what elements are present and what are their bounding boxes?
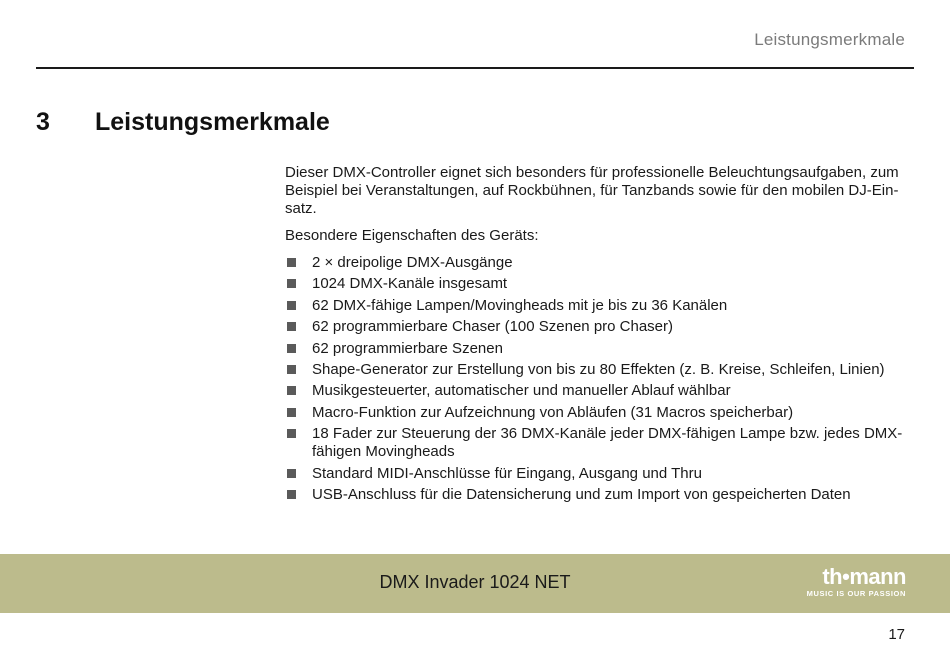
feature-text: 62 programmierbare Szenen: [312, 339, 503, 357]
square-bullet-icon: [287, 386, 296, 395]
feature-text: 2 × dreipolige DMX-Ausgänge: [312, 254, 513, 271]
logo-wordmark: th•mann: [822, 564, 906, 589]
feature-text: USB-Anschluss für die Datensicherung und zum Import von gespeicherten Daten: [312, 485, 851, 503]
square-bullet-icon: [287, 365, 296, 374]
feature-item: [285, 382, 905, 400]
feature-item: [285, 340, 905, 358]
footer-band: [0, 554, 950, 613]
feature-text: 1024 DMX-Kanäle insgesamt: [312, 275, 508, 293]
feature-text: 18 Fader zur Steuerung der 36 DMX-Kanäle jeder DMX-fähigen Lampe bzw. jedes DMX-fähigen Movingheads: [312, 425, 903, 461]
features-heading: Besondere Eigenschaften des Geräts:: [285, 227, 539, 244]
feature-item: [285, 465, 905, 483]
feature-item: [285, 318, 905, 336]
header-divider: [36, 67, 914, 69]
feature-item: [285, 361, 905, 379]
feature-text: Musikgesteuerter, automatischer und manueller Ablauf wählbar: [312, 382, 731, 400]
section-body: [285, 164, 905, 507]
square-bullet-icon: [287, 344, 296, 353]
page-number: 17: [888, 626, 905, 643]
feature-text: Standard MIDI-Anschlüsse für Eingang, Ausgang und Thru: [312, 464, 702, 482]
feature-item: [285, 275, 905, 293]
intro-paragraph: Dieser DMX-Controller eignet sich besonders für professionelle Beleuchtungsaufgaben, zum Beispiel bei Veranstaltungen, auf Rockbühnen, für Tanzbands sowie für den mobilen DJ-Einsatz.: [285, 164, 899, 217]
thomann-logo: [790, 566, 906, 598]
square-bullet-icon: [287, 301, 296, 310]
feature-item: [285, 254, 905, 272]
square-bullet-icon: [287, 469, 296, 478]
feature-item: [285, 486, 905, 504]
square-bullet-icon: [287, 490, 296, 499]
feature-text: Shape-Generator zur Erstellung von bis zu 80 Effekten (z. B. Kreise, Schleifen, Linien): [312, 360, 885, 378]
running-header: Leistungsmerkmale: [754, 30, 905, 49]
square-bullet-icon: [287, 408, 296, 417]
square-bullet-icon: [287, 279, 296, 288]
feature-text: 62 programmierbare Chaser (100 Szenen pro Chaser): [312, 318, 674, 336]
square-bullet-icon: [287, 258, 296, 267]
section-title: Leistungsmerkmale: [95, 108, 330, 136]
feature-item: [285, 425, 905, 461]
section-number: 3: [36, 108, 50, 136]
product-name: DMX Invader 1024 NET: [379, 572, 571, 592]
feature-item: [285, 297, 905, 315]
feature-item: [285, 404, 905, 422]
square-bullet-icon: [287, 322, 296, 331]
feature-text: 62 DMX-fähige Lampen/Movingheads mit je bis zu 36 Kanälen: [312, 296, 728, 314]
feature-text: Macro-Funktion zur Aufzeichnung von Abläufen (31 Macros speicherbar): [312, 403, 794, 421]
feature-list: [285, 254, 905, 504]
logo-tagline: MUSIC IS OUR PASSION: [806, 589, 906, 598]
square-bullet-icon: [287, 429, 296, 438]
